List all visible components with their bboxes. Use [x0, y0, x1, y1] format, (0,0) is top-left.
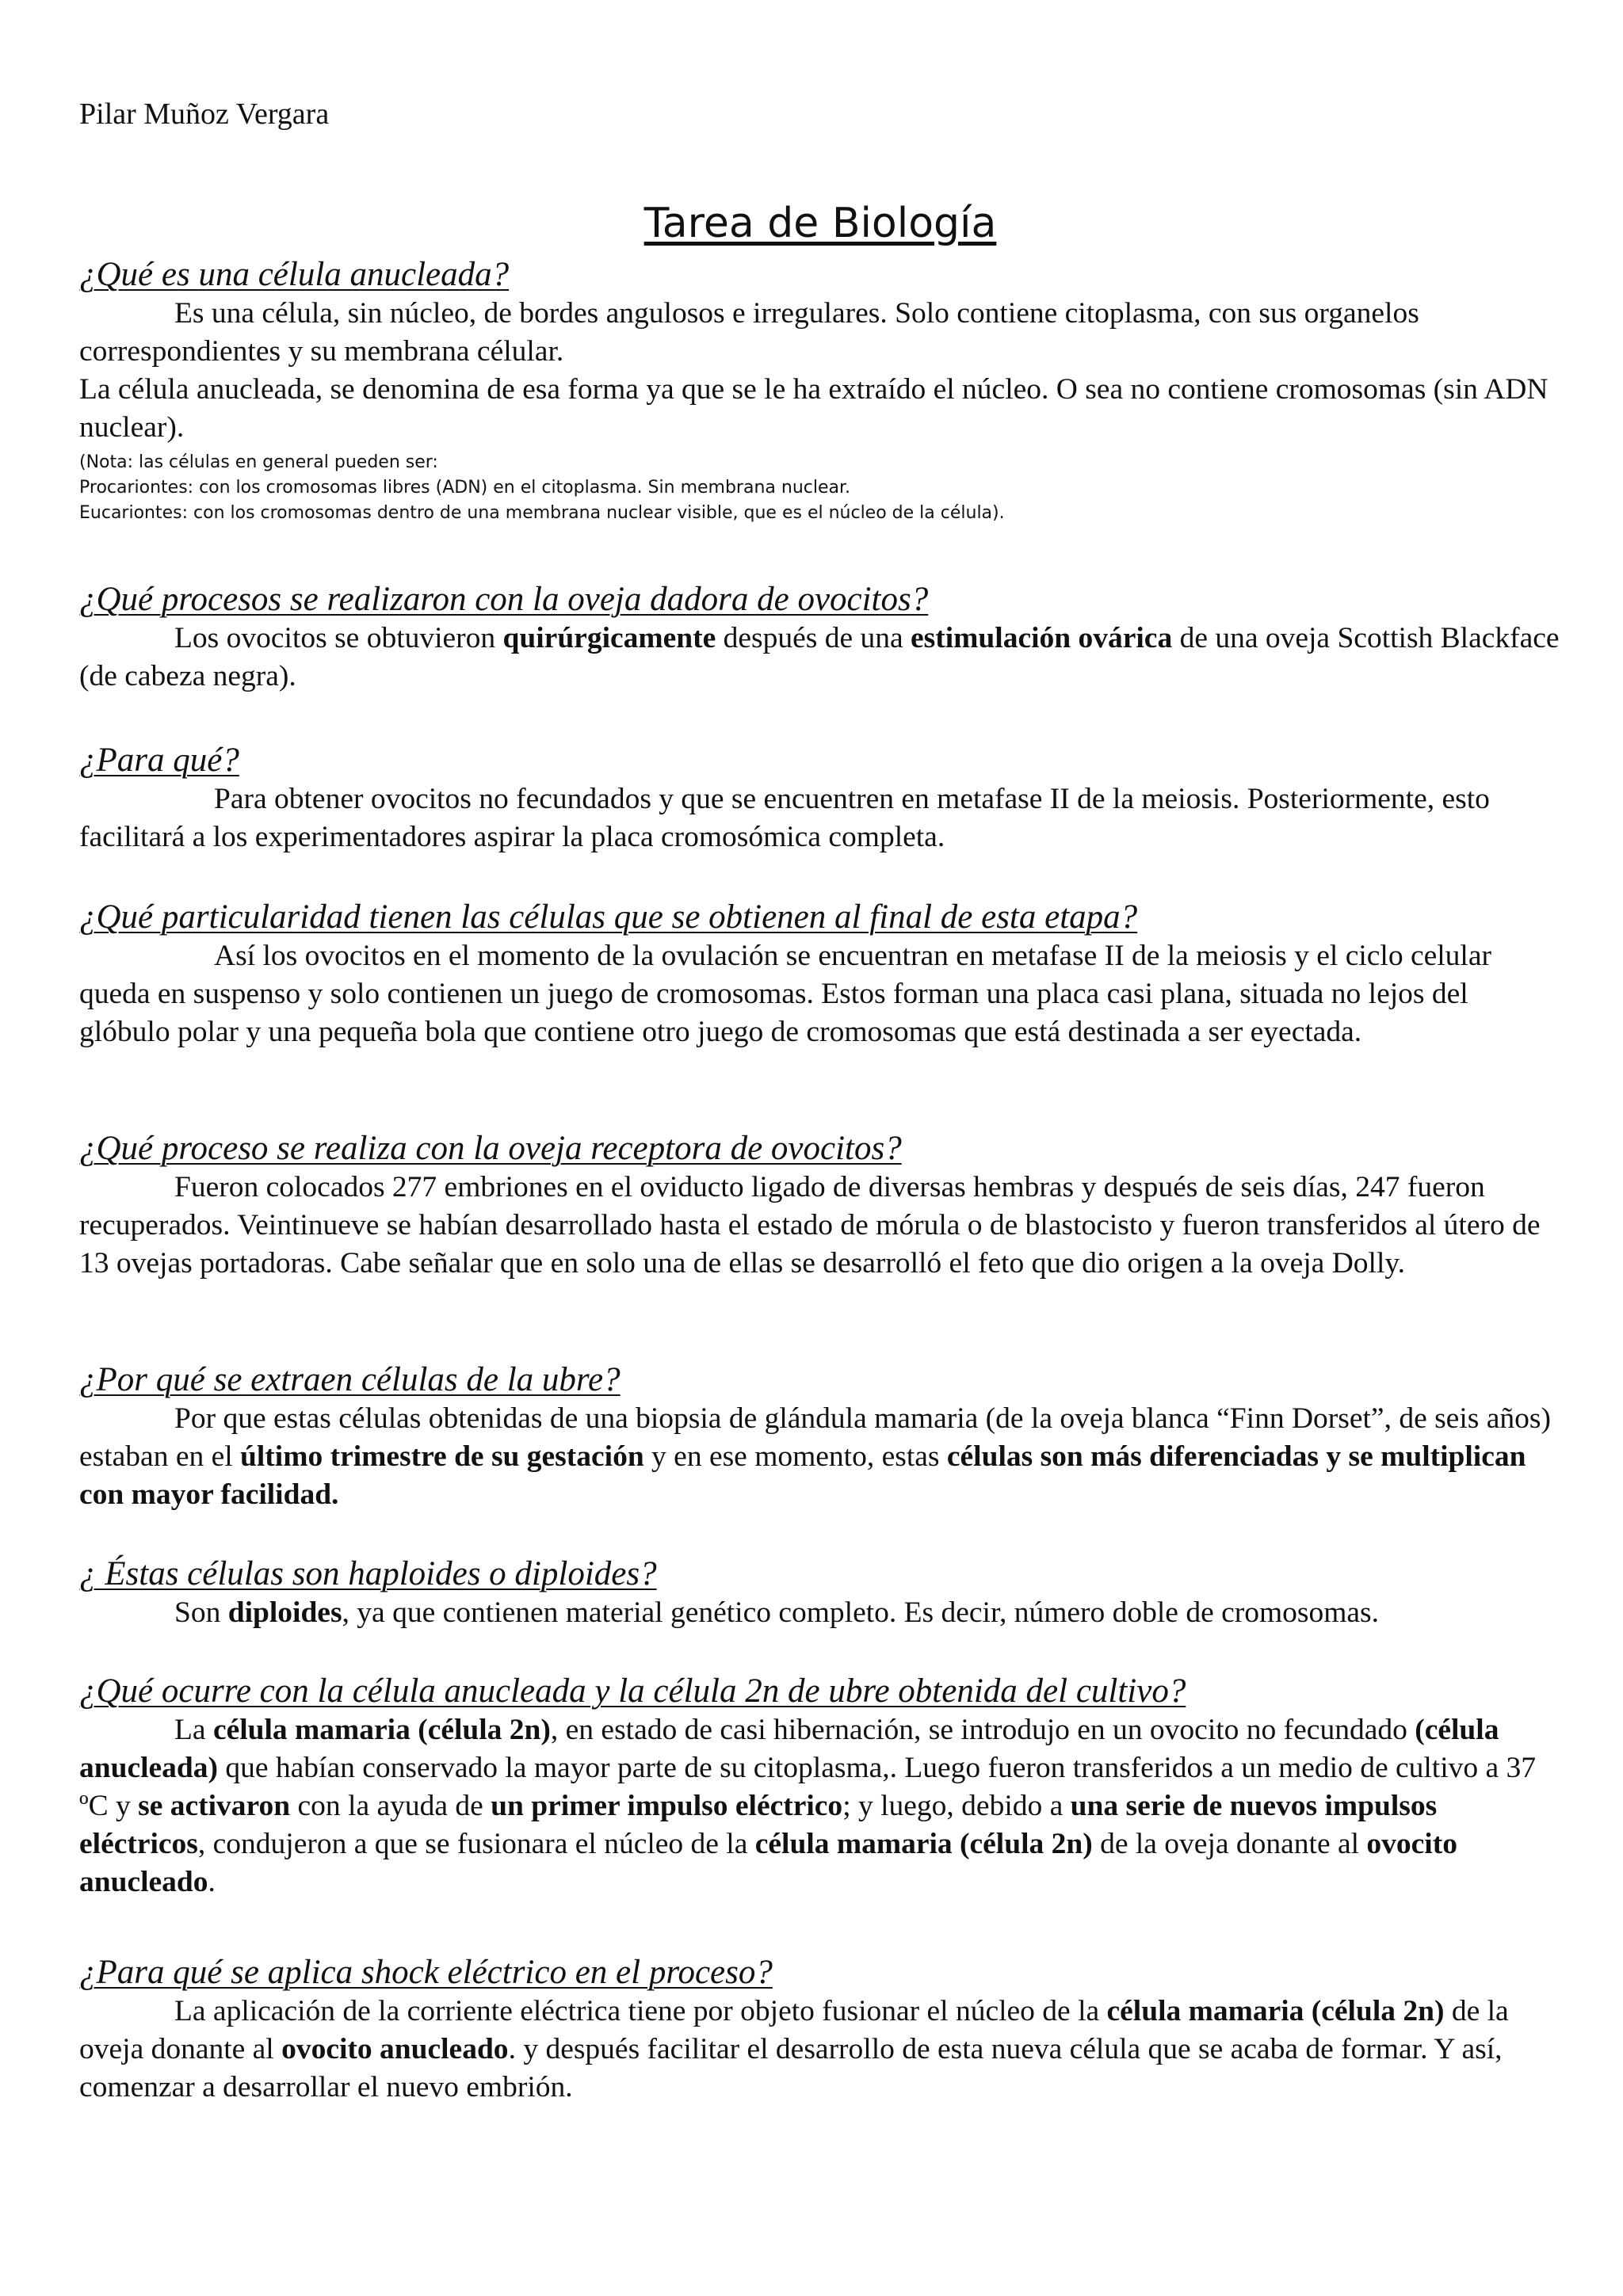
question-heading: ¿Qué es una célula anucleada?	[79, 256, 510, 293]
answer-paragraph: La aplicación de la corriente eléctrica tiene por objeto fusionar el núcleo de la célula mamaria (célula 2n) de la oveja donante al ovocito anucleado. y después facilitar el desarrollo de esta nueva célula que se acaba de formar. Y así, comenzar a desarrollar el nuevo embrión.	[79, 1995, 1509, 2103]
section-celulas-ubre	[79, 1360, 1561, 1514]
section-oveja-dadora	[79, 580, 1561, 696]
answer-paragraph: Para obtener ovocitos no fecundados y que se encuentren en metafase II de la meiosis. Posteriormente, esto facilitará a los experimentadores aspirar la placa cromosómica completa.	[79, 783, 1490, 853]
question-heading: ¿Qué ocurre con la célula anucleada y la célula 2n de ubre obtenida del cultivo?	[79, 1672, 1186, 1710]
section-haploides-diploides	[79, 1554, 1561, 1632]
note-line: Eucariontes: con los cromosomas dentro de una membrana nuclear visible, que es el núcleo de la célula).	[79, 503, 1005, 523]
section-oveja-receptora	[79, 1129, 1561, 1283]
section-shock-electrico	[79, 1953, 1561, 2107]
author-name: Pilar Muñoz Vergara	[79, 97, 330, 131]
answer-paragraph: Así los ovocitos en el momento de la ovulación se encuentran en metafase II de la meiosis y el ciclo celular queda en suspenso y solo contienen un juego de cromosomas. Estos forman una placa casi plana, situada no lejos del glóbulo polar y una pequeña bola que contiene otro juego de cromosomas que está destinada a ser eyectada.	[79, 940, 1491, 1048]
note-line: Procariontes: con los cromosomas libres (ADN) en el citoplasma. Sin membrana nuclear.	[79, 478, 851, 498]
question-heading: ¿Por qué se extraen células de la ubre?	[79, 1361, 621, 1398]
question-heading: ¿Qué procesos se realizaron con la oveja dadora de ovocitos?	[79, 581, 929, 618]
question-heading: ¿Para qué?	[79, 742, 239, 779]
answer-paragraph: Son diploides, ya que contienen material genético completo. Es decir, número doble de cromosomas.	[174, 1596, 1380, 1629]
section-celula-anucleada-2n	[79, 1672, 1561, 1901]
answer-paragraph: Fueron colocados 277 embriones en el oviducto ligado de diversas hembras y después de seis días, 247 fueron recuperados. Veintinueve se habían desarrollado hasta el estado de mórula o de blastocisto y fueron transferidos al útero de 13 ovejas portadoras. Cabe señalar que en solo una de ellas se desarrolló el feto que dio origen a la oveja Dolly.	[79, 1171, 1541, 1280]
page-title: Tarea de Biología	[643, 200, 997, 247]
document-page	[79, 0, 1561, 2296]
answer-paragraph: Es una célula, sin núcleo, de bordes angulosos e irregulares. Solo contiene citoplasma, con sus organelos correspondientes y su membrana célular.	[79, 297, 1419, 368]
answer-paragraph: La célula anucleada, se denomina de esa forma ya que se le ha extraído el núcleo. O sea no contiene cromosomas (sin ADN nuclear).	[79, 373, 1549, 444]
question-heading: ¿Para qué se aplica shock eléctrico en el proceso?	[79, 1954, 773, 1991]
note-line: (Nota: las células en general pueden ser:	[79, 452, 438, 472]
section-para-que	[79, 741, 1561, 856]
answer-paragraph: La célula mamaria (célula 2n), en estado de casi hibernación, se introdujo en un ovocito no fecundado (célula anucleada) que habían conservado la mayor parte de su citoplasma,. Luego fueron transferidos a un medio de cultivo a 37 ºC y se activaron con la ayuda de un primer impulso eléctrico; y luego, debido a una serie de nuevos impulsos eléctricos, condujeron a que se fusionara el núcleo de la célula mamaria (célula 2n) de la oveja donante al ovocito anucleado.	[79, 1714, 1537, 1898]
question-heading: ¿Qué proceso se realiza con la oveja receptora de ovocitos?	[79, 1130, 902, 1167]
answer-paragraph: Por que estas células obtenidas de una biopsia de glándula mamaria (de la oveja blanca “Finn Dorset”, de seis años) estaban en el último trimestre de su gestación y en ese momento, estas células son más diferenciadas y se multiplican con mayor facilidad.	[79, 1402, 1551, 1511]
answer-paragraph: Los ovocitos se obtuvieron quirúrgicamente después de una estimulación ovárica de una oveja Scottish Blackface (de cabeza negra).	[79, 622, 1560, 692]
section-particularidad	[79, 898, 1561, 1051]
section-celula-anucleada	[79, 255, 1561, 526]
question-heading: ¿ Éstas células son haploides o diploides?	[79, 1555, 657, 1592]
question-heading: ¿Qué particularidad tienen las células que se obtienen al final de esta etapa?	[79, 898, 1138, 936]
